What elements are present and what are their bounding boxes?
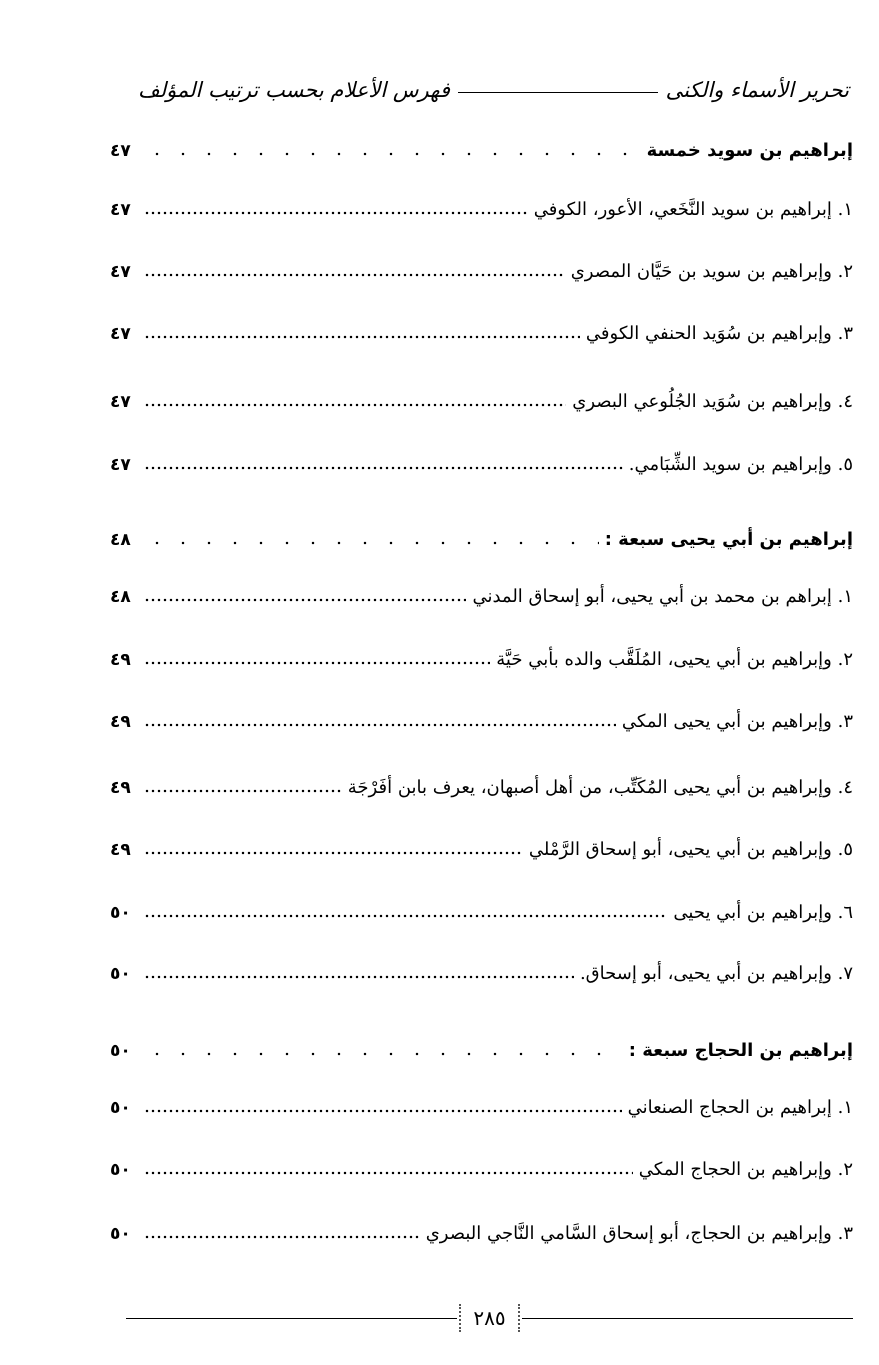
entry-title: ٣. وإبراهيم بن سُوَيد الحنفي الكوفي: [585, 323, 853, 344]
dot-leader: [144, 270, 565, 280]
entry-title: ٥. وإبراهيم بن أبي يحيى، أبو إسحاق الرَّمْلي: [528, 839, 853, 860]
entry-title: ١. إبراهيم بن الحجاج الصنعاني: [627, 1097, 853, 1118]
page-number: ٥٠: [110, 1041, 131, 1061]
index-entry: [110, 382, 853, 416]
dot-leader: [144, 400, 566, 410]
dot-leader: [144, 911, 667, 921]
page-number: ٤٧: [110, 392, 131, 412]
page-number: ٥٠: [110, 1224, 131, 1244]
book-title: تحرير الأسماء والكنى: [665, 78, 849, 102]
dot-leader: [144, 658, 490, 668]
page-number: ٤٩: [110, 778, 131, 798]
entry-title: ١. إبراهيم بن سويد النَّخَعي، الأعور، الكوفي: [533, 199, 853, 220]
group-heading: [110, 131, 853, 165]
dot-leader: [144, 1049, 623, 1059]
entry-title: ٤. وإبراهيم بن سُوَيد الجُلُوعي البصري: [572, 391, 853, 412]
index-list: [110, 0, 853, 1365]
dot-leader: [144, 463, 623, 473]
index-entry: [110, 954, 853, 988]
page-number: ٤٧: [110, 262, 131, 282]
dot-leader: [144, 538, 599, 548]
index-entry: [110, 893, 853, 927]
entry-title: ٣. وإبراهيم بن أبي يحيى المكي: [621, 711, 853, 732]
dot-leader: [144, 848, 523, 858]
entry-title: ٢. وإبراهيم بن الحجاج المكي: [638, 1159, 853, 1180]
dot-leader: [144, 208, 528, 218]
index-entry: [110, 830, 853, 864]
index-entry: [110, 445, 853, 479]
page-number: ٤٧: [110, 200, 131, 220]
entry-title: ٣. وإبراهيم بن الحجاج، أبو إسحاق السَّامي النَّاجي البصري: [425, 1223, 853, 1244]
index-entry: [110, 577, 853, 611]
page-footer: [126, 1300, 853, 1336]
dot-leader: [144, 149, 641, 159]
dot-leader: [144, 1232, 420, 1242]
dot-leader: [144, 332, 580, 342]
entry-title: ٥. وإبراهيم بن سويد الشِّبَامي.: [628, 454, 853, 475]
entry-title: ٤. وإبراهيم بن أبي يحيى المُكَتِّب، من أهل أصبهان، يعرف بابن أفَرْجَة: [347, 777, 853, 798]
index-entry: [110, 314, 853, 348]
page-number: ٤٧: [110, 141, 131, 161]
page-number: ٤٧: [110, 324, 131, 344]
entry-title: إبراهيم بن أبي يحيى سبعة :: [604, 529, 853, 550]
page-number: ٤٩: [110, 840, 131, 860]
index-entry: [110, 252, 853, 286]
page-number: ٤٩: [110, 712, 131, 732]
page-number: ٤٩: [110, 650, 131, 670]
index-entry: [110, 702, 853, 736]
entry-title: إبراهيم بن الحجاج سبعة :: [628, 1040, 853, 1061]
folio-number: ٢٨٥: [459, 1304, 519, 1332]
dot-leader: [144, 786, 342, 796]
index-entry: [110, 640, 853, 674]
index-entry: [110, 1150, 853, 1184]
footer-rule: [126, 1318, 457, 1319]
entry-title: ٢. وإبراهيم بن أبي يحيى، المُلَقَّب والده بأبي حَيَّة: [496, 649, 853, 670]
page-number: ٥٠: [110, 1160, 131, 1180]
dot-leader: [144, 1168, 633, 1178]
entry-title: إبراهيم بن سويد خمسة: [646, 140, 853, 161]
footer-rule: [522, 1318, 853, 1319]
page-number: ٥٠: [110, 964, 131, 984]
index-entry: [110, 1088, 853, 1122]
dot-leader: [144, 1106, 622, 1116]
page-number: ٤٨: [110, 530, 131, 550]
section-title: فهرس الأعلام بحسب ترتيب المؤلف: [138, 78, 450, 102]
page-number: ٥٠: [110, 903, 131, 923]
dot-leader: [144, 720, 616, 730]
index-entry: [110, 768, 853, 802]
dot-leader: [144, 972, 574, 982]
entry-title: ١. إبراهم بن محمد بن أبي يحيى، أبو إسحاق المدني: [472, 586, 853, 607]
dot-leader: [144, 595, 466, 605]
page-number: ٤٨: [110, 587, 131, 607]
index-entry: [110, 1214, 853, 1248]
page-number: ٤٧: [110, 455, 131, 475]
entry-title: ٧. وإبراهيم بن أبي يحيى، أبو إسحاق.: [579, 963, 853, 984]
page-number: ٥٠: [110, 1098, 131, 1118]
group-heading: [110, 520, 853, 554]
group-heading: [110, 1031, 853, 1065]
entry-title: ٢. وإبراهيم بن سويد بن حَيَّان المصري: [570, 261, 853, 282]
index-entry: [110, 190, 853, 224]
entry-title: ٦. وإبراهيم بن أبي يحيى: [673, 902, 853, 923]
